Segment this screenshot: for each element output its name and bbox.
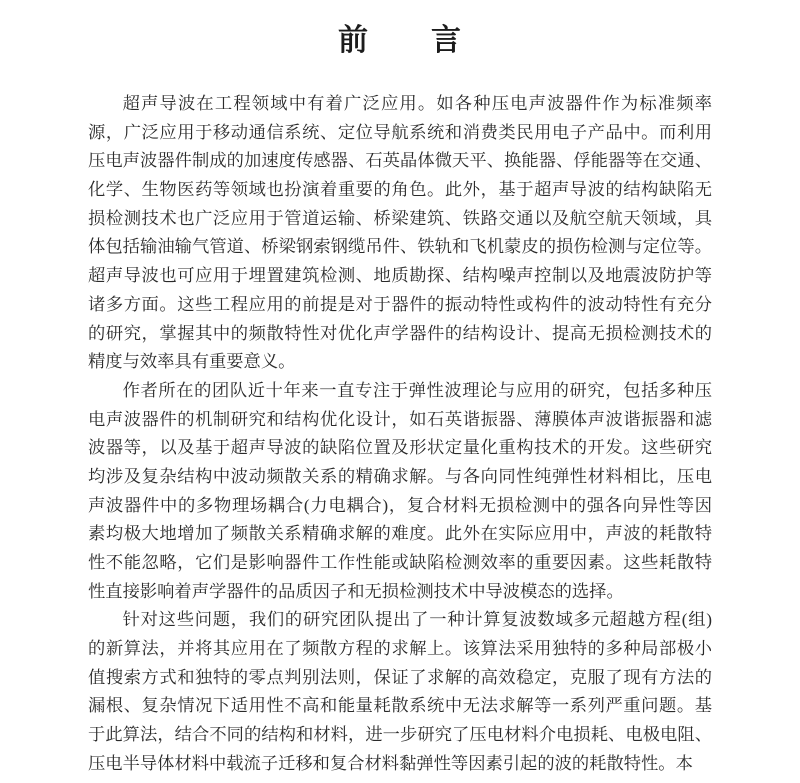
text-line: 作者所在的团队近十年来一直专注于弹性波理论与应用的研究，包括多种压 <box>122 380 712 400</box>
text-line: 声波器件中的多物理场耦合(力电耦合)，复合材料无损检测中的强各向异性等因 <box>88 495 712 515</box>
text-line: 损检测技术也广泛应用于管道运输、桥梁建筑、铁路交通以及航空航天领域，具 <box>88 208 712 228</box>
text-line: 精度与效率具有重要意义。 <box>88 352 296 372</box>
text-line: 体包括输油输气管道、桥梁钢索钢缆吊件、铁轨和飞机蒙皮的损伤检测与定位等。 <box>88 237 712 257</box>
text-line: 的研究，掌握其中的频散特性对优化声学器件的结构设计、提高无损检测技术的 <box>88 323 712 343</box>
paragraph <box>88 377 712 607</box>
preface-body <box>88 90 712 779</box>
page-title: 前 言 <box>338 24 462 57</box>
text-line: 值搜索方式和独特的零点判别法则，保证了求解的高效稳定，克服了现有方法的 <box>88 667 712 687</box>
text-line: 诸多方面。这些工程应用的前提是对于器件的振动特性或构件的波动特性有充分 <box>88 294 712 314</box>
paragraph <box>88 606 712 778</box>
text-line: 波器等，以及基于超声导波的缺陷位置及形状定量化重构技术的开发。这些研究 <box>88 438 712 458</box>
text-line: 的新算法，并将其应用在了频散方程的求解上。该算法采用独特的多种局部极小 <box>88 639 712 659</box>
text-line: 素均极大地增加了频散关系精确求解的难度。此外在实际应用中，声波的耗散特 <box>88 524 712 544</box>
text-line: 于此算法，结合不同的结构和材料，进一步研究了压电材料介电损耗、电极电阻、 <box>88 725 712 745</box>
text-line: 针对这些问题，我们的研究团队提出了一种计算复波数域多元超越方程(组) <box>122 610 712 630</box>
text-line: 性不能忽略，它们是影响器件工作性能或缺陷检测效率的重要因素。这些耗散特 <box>88 553 712 572</box>
text-line: 超声导波在工程领域中有着广泛应用。如各种压电声波器件作为标准频率 <box>122 94 712 113</box>
paragraph <box>88 90 712 377</box>
text-line: 化学、生物医药等领域也扮演着重要的角色。此外，基于超声导波的结构缺陷无 <box>88 180 712 200</box>
text-line: 超声导波也可应用于埋置建筑检测、地质勘探、结构噪声控制以及地震波防护等 <box>88 266 712 286</box>
text-line: 性直接影响着声学器件的品质因子和无损检测技术中导波模态的选择。 <box>88 581 624 601</box>
text-line: 均涉及复杂结构中波动频散关系的精确求解。与各向同性纯弹性材料相比，压电 <box>88 466 712 486</box>
text-line: 漏根、复杂情况下适用性不高和能量耗散系统中无法求解等一系列严重问题。基 <box>88 696 712 716</box>
text-line: 电声波器件的机制研究和结构优化设计，如石英谐振器、薄膜体声波谐振器和滤 <box>88 409 712 429</box>
text-line: 源，广泛应用于移动通信系统、定位导航系统和消费类民用电子产品中。而利用 <box>88 122 712 142</box>
text-line: 压电半导体材料中载流子迁移和复合材料黏弹性等因素引起的波的耗散特性。本 <box>88 753 693 773</box>
text-line: 压电声波器件制成的加速度传感器、石英晶体微天平、换能器、俘能器等在交通、 <box>88 151 712 171</box>
